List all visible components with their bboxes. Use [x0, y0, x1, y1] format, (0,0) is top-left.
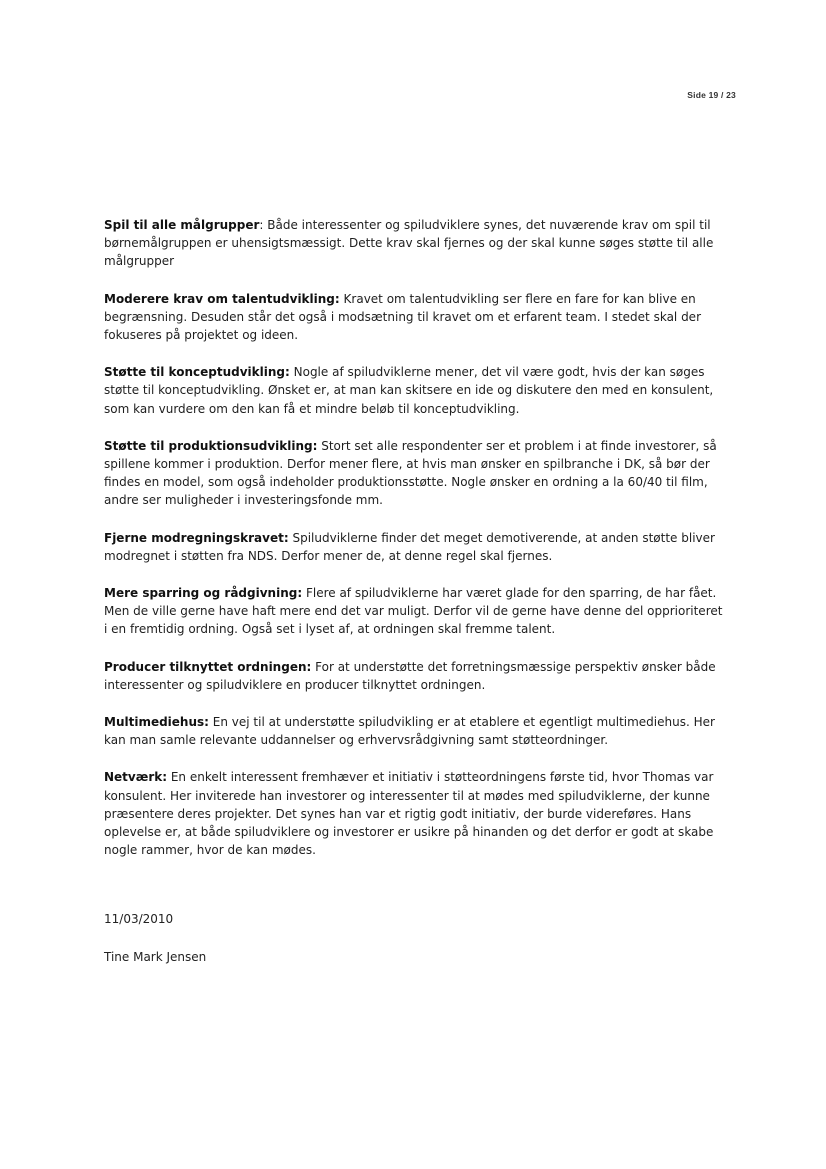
section-heading: Støtte til konceptudvikling: [104, 365, 290, 380]
section-heading: Producer tilknyttet ordningen: [104, 659, 312, 674]
section-heading: Netværk: [104, 770, 168, 785]
heading-separator: : [259, 218, 268, 232]
section-paragraph [104, 363, 724, 418]
section-heading: Mere sparring og rådgivning: [104, 586, 303, 601]
section-paragraph [104, 658, 724, 694]
section-paragraph [104, 584, 724, 639]
section-paragraph [104, 713, 724, 749]
signature-name: Tine Mark Jensen [104, 950, 207, 964]
section-text: En enkelt interessent fremhæver et initiativ i støtteordningens første tid, hvor Thomas var konsulent. Her inviterede han investorer og interessenter til at mødes med spiludviklerne, der kunne præsentere deres projekter. Det synes han var et rigtig godt initiativ, der burde videreføres. Hans oplevelse er, at både spiludviklere og investorer er usikre på hinanden og det derfor er godt at skabe nogle rammer, hvor de kan mødes. [104, 770, 714, 858]
section-text: Både interessenter og spiludviklere synes, det nuværende krav om spil til børnemålgruppen er uhensigtsmæssigt. Dette krav skal fjernes og der skal kunne søges støtte til alle målgrupper [104, 218, 714, 269]
section-paragraph [104, 437, 724, 510]
page-number: Side 19 / 23 [687, 90, 736, 100]
document-body [104, 216, 724, 878]
section-paragraph [104, 290, 724, 345]
section-heading: Multimediehus: [104, 715, 209, 730]
section-text: Stort set alle respondenter ser et problem i at finde investorer, så spillene kommer i produktion. Derfor mener flere, at hvis man ønsker en spilbranche i DK, så bør der findes en model, som også indeholder produktionsstøtte. Nogle ønsker en ordning a la 60/40 til film, andre ser muligheder i investeringsfonde mm. [104, 438, 717, 508]
section-paragraph [104, 216, 724, 271]
section-heading: Moderere krav om talentudvikling: [104, 291, 340, 306]
section-paragraph [104, 768, 724, 859]
section-heading: Støtte til produktionsudvikling: [104, 438, 318, 453]
section-heading: Spil til alle målgrupper [104, 218, 260, 232]
section-text: For at understøtte det forretningsmæssige perspektiv ønsker både interessenter og spiludviklere en producer tilknyttet ordningen. [104, 659, 716, 692]
section-text: Flere af spiludviklerne har været glade for den sparring, de har fået. Men de ville gerne have haft mere end det var muligt. Derfor vil de gerne have denne del opprioriteret i en fremtidig ordning. Også set i lyset af, at ordningen skal fremme talent. [104, 586, 723, 637]
signature-date: 11/03/2010 [104, 912, 174, 926]
section-text: Spiludviklerne finder det meget demotiverende, at anden støtte bliver modregnet i støtten fra NDS. Derfor mener de, at denne regel skal fjernes. [104, 530, 715, 563]
section-text: En vej til at understøtte spiludvikling er at etablere et egentligt multimediehus. Her kan man samle relevante uddannelser og erhvervsrådgivning samt støtteordninger. [104, 715, 715, 748]
section-text: Nogle af spiludviklerne mener, det vil være godt, hvis der kan søges støtte til konceptudvikling. Ønsket er, at man kan skitsere en ide og diskutere den med en konsulent, som kan vurdere om den kan få et mindre beløb til konceptudvikling. [104, 365, 714, 416]
section-paragraph [104, 529, 724, 565]
section-text: Kravet om talentudvikling ser flere en fare for kan blive en begrænsning. Desuden står det også i modsætning til kravet om et erfarent team. I stedet skal der fokuseres på projektet og ideen. [104, 291, 701, 343]
section-heading: Fjerne modregningskravet: [104, 530, 289, 545]
